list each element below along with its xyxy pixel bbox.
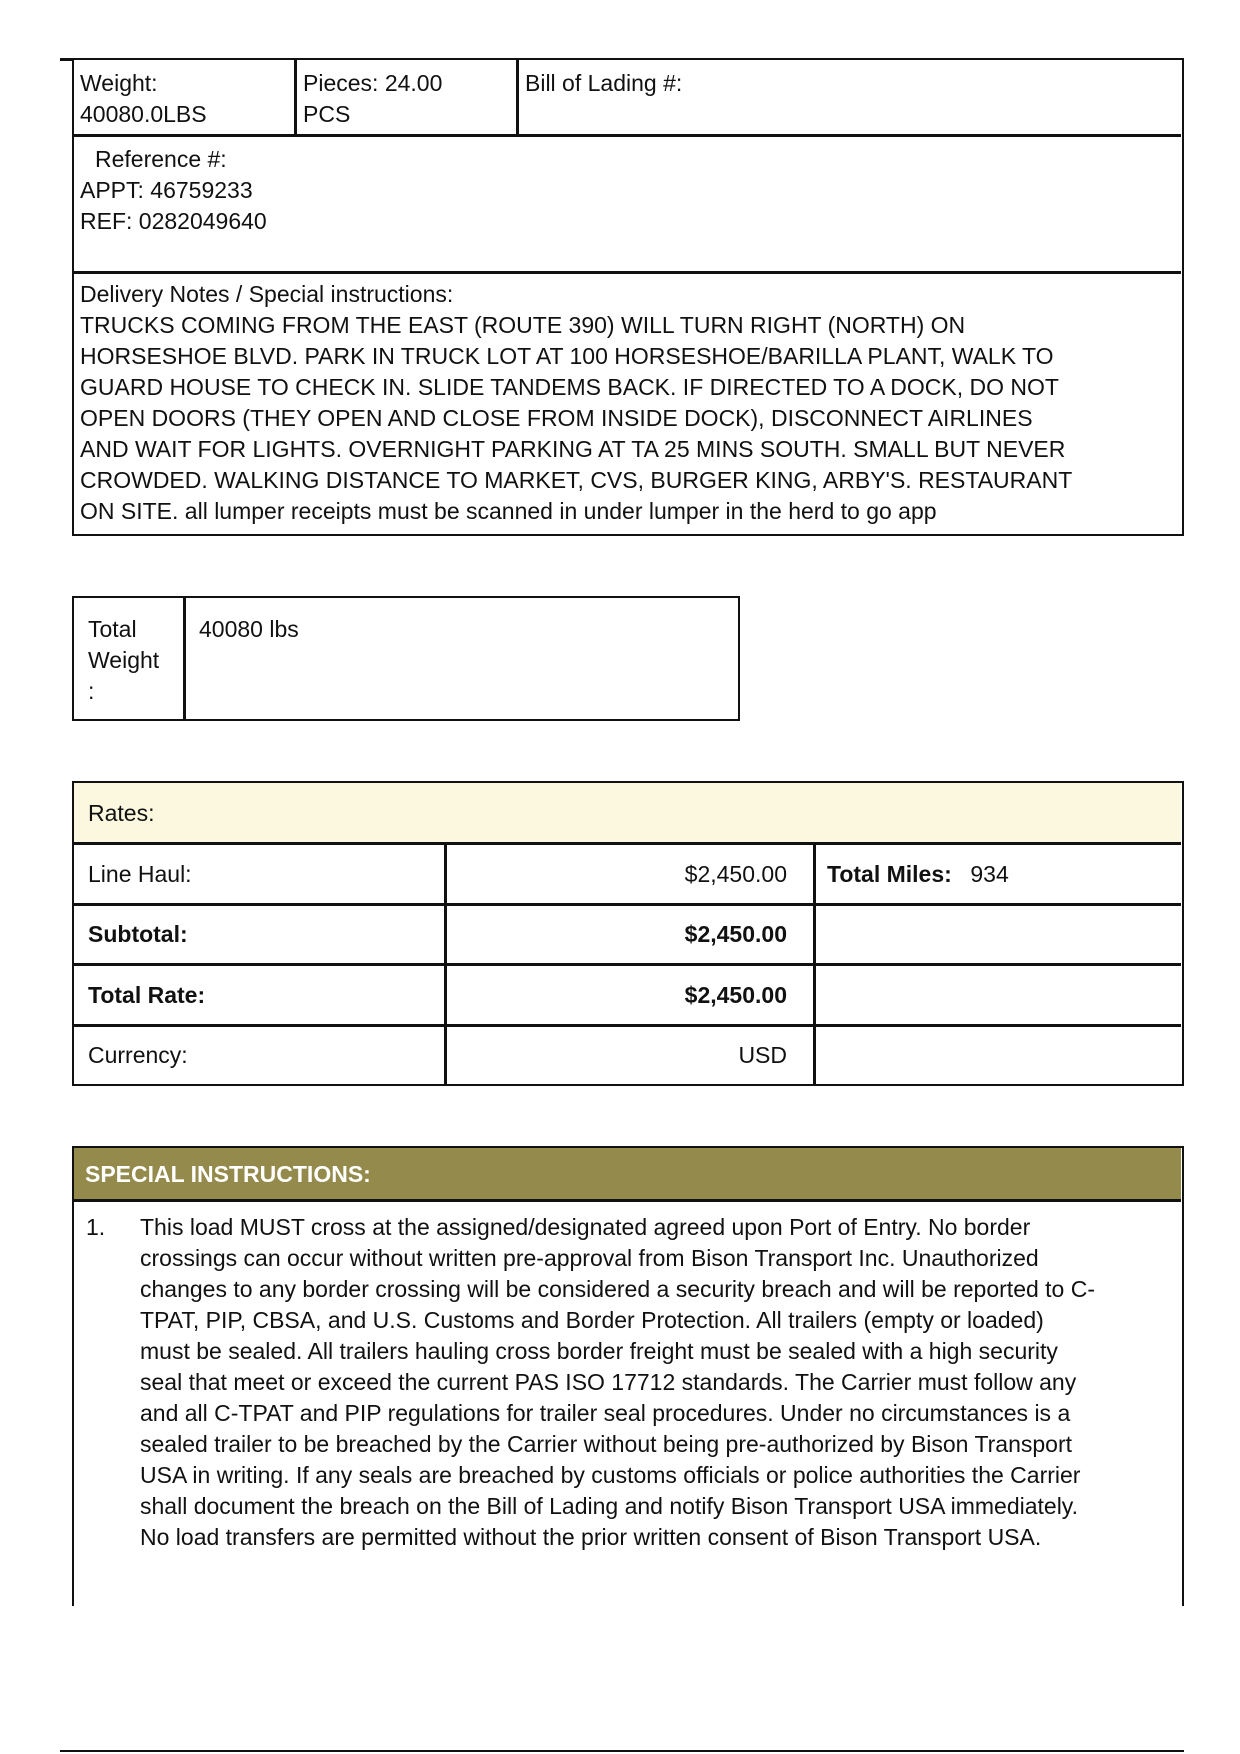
delivery-notes-line: GUARD HOUSE TO CHECK IN. SLIDE TANDEMS BACK. IF DIRECTED TO A DOCK, DO NOT [80, 374, 1059, 400]
rates-header-label: Rates: [88, 800, 155, 826]
instruction-line: sealed trailer to be breached by the Carrier without being pre-authorized by Bison Transport [140, 1431, 1073, 1457]
row-divider [74, 963, 1181, 966]
total-rate-value: $2,450.00 [684, 982, 787, 1008]
currency-label: Currency: [88, 1042, 188, 1068]
rates-table [72, 781, 1184, 1086]
total-rate-label: Total Rate: [88, 982, 206, 1008]
bill-of-lading-label: Bill of Lading #: [525, 70, 683, 96]
subtotal-label: Subtotal: [88, 921, 188, 947]
instruction-line: crossings can occur without written pre-approval from Bison Transport Inc. Unauthorized [140, 1245, 1039, 1271]
pieces-label: Pieces: 24.00 [303, 70, 443, 96]
reference-appt: APPT: 46759233 [80, 177, 253, 203]
total-miles-value: 934 [964, 861, 1009, 887]
instruction-line: and all C-TPAT and PIP regulations for trailer seal procedures. Under no circumstances is a [140, 1400, 1071, 1426]
row-divider [74, 1024, 1181, 1027]
shipment-detail-box [72, 58, 1184, 536]
weight-value: 40080.0LBS [80, 101, 207, 127]
total-weight-label: Total [88, 616, 137, 642]
instruction-number: 1. [86, 1214, 106, 1240]
pieces-unit: PCS [303, 101, 351, 127]
footer-rule [60, 1750, 1184, 1752]
delivery-notes-label: Delivery Notes / Special instructions: [80, 281, 454, 307]
instruction-line: shall document the breach on the Bill of Lading and notify Bison Transport USA immediately. [140, 1493, 1078, 1519]
column-divider [183, 598, 186, 719]
instruction-line: TPAT, PIP, CBSA, and U.S. Customs and Border Protection. All trailers (empty or loaded) [140, 1307, 1044, 1333]
reference-label: Reference #: [95, 146, 227, 172]
delivery-notes-line: OPEN DOORS (THEY OPEN AND CLOSE FROM INSIDE DOCK), DISCONNECT AIRLINES [80, 405, 1033, 431]
corner-tick [60, 58, 74, 61]
instruction-line: seal that meet or exceed the current PAS ISO 17712 standards. The Carrier must follow any [140, 1369, 1077, 1395]
total-weight-value: 40080 lbs [199, 616, 299, 642]
column-divider [294, 60, 297, 134]
delivery-notes-line: ON SITE. all lumper receipts must be scanned in under lumper in the herd to go app [80, 498, 937, 524]
row-divider [74, 903, 1181, 906]
special-instructions-box [72, 1146, 1184, 1606]
header-divider [74, 1199, 1181, 1202]
total-weight-box [72, 596, 740, 721]
total-weight-label: : [88, 678, 95, 704]
column-divider [444, 842, 447, 1084]
delivery-notes-line: AND WAIT FOR LIGHTS. OVERNIGHT PARKING AT TA 25 MINS SOUTH. SMALL BUT NEVER [80, 436, 1066, 462]
instruction-line: must be sealed. All trailers hauling cross border freight must be sealed with a high security [140, 1338, 1058, 1364]
row-divider [74, 134, 1181, 137]
reference-ref: REF: 0282049640 [80, 208, 267, 234]
row-divider [74, 842, 1181, 845]
line-haul-value: $2,450.00 [684, 861, 787, 887]
delivery-notes-line: TRUCKS COMING FROM THE EAST (ROUTE 390) WILL TURN RIGHT (NORTH) ON [80, 312, 966, 338]
currency-value: USD [738, 1042, 787, 1068]
total-weight-label: Weight [88, 647, 160, 673]
instruction-line: No load transfers are permitted without the prior written consent of Bison Transport USA. [140, 1524, 1042, 1550]
total-miles-label: Total Miles: [827, 861, 952, 887]
rates-header [74, 783, 1181, 842]
column-divider [813, 842, 816, 1084]
column-divider [516, 60, 519, 134]
delivery-notes-line: CROWDED. WALKING DISTANCE TO MARKET, CVS, BURGER KING, ARBY'S. RESTAURANT [80, 467, 1073, 493]
line-haul-label: Line Haul: [88, 861, 192, 887]
row-divider [74, 271, 1181, 274]
instruction-line: This load MUST cross at the assigned/designated agreed upon Port of Entry. No border [140, 1214, 1031, 1240]
special-instructions-title: SPECIAL INSTRUCTIONS: [85, 1161, 371, 1187]
subtotal-value: $2,450.00 [684, 921, 787, 947]
instruction-line: changes to any border crossing will be considered a security breach and will be reported to C- [140, 1276, 1096, 1302]
weight-label: Weight: [80, 70, 158, 96]
delivery-notes-line: HORSESHOE BLVD. PARK IN TRUCK LOT AT 100 HORSESHOE/BARILLA PLANT, WALK TO [80, 343, 1054, 369]
instruction-line: USA in writing. If any seals are breached by customs officials or police authorities the Carrier [140, 1462, 1081, 1488]
